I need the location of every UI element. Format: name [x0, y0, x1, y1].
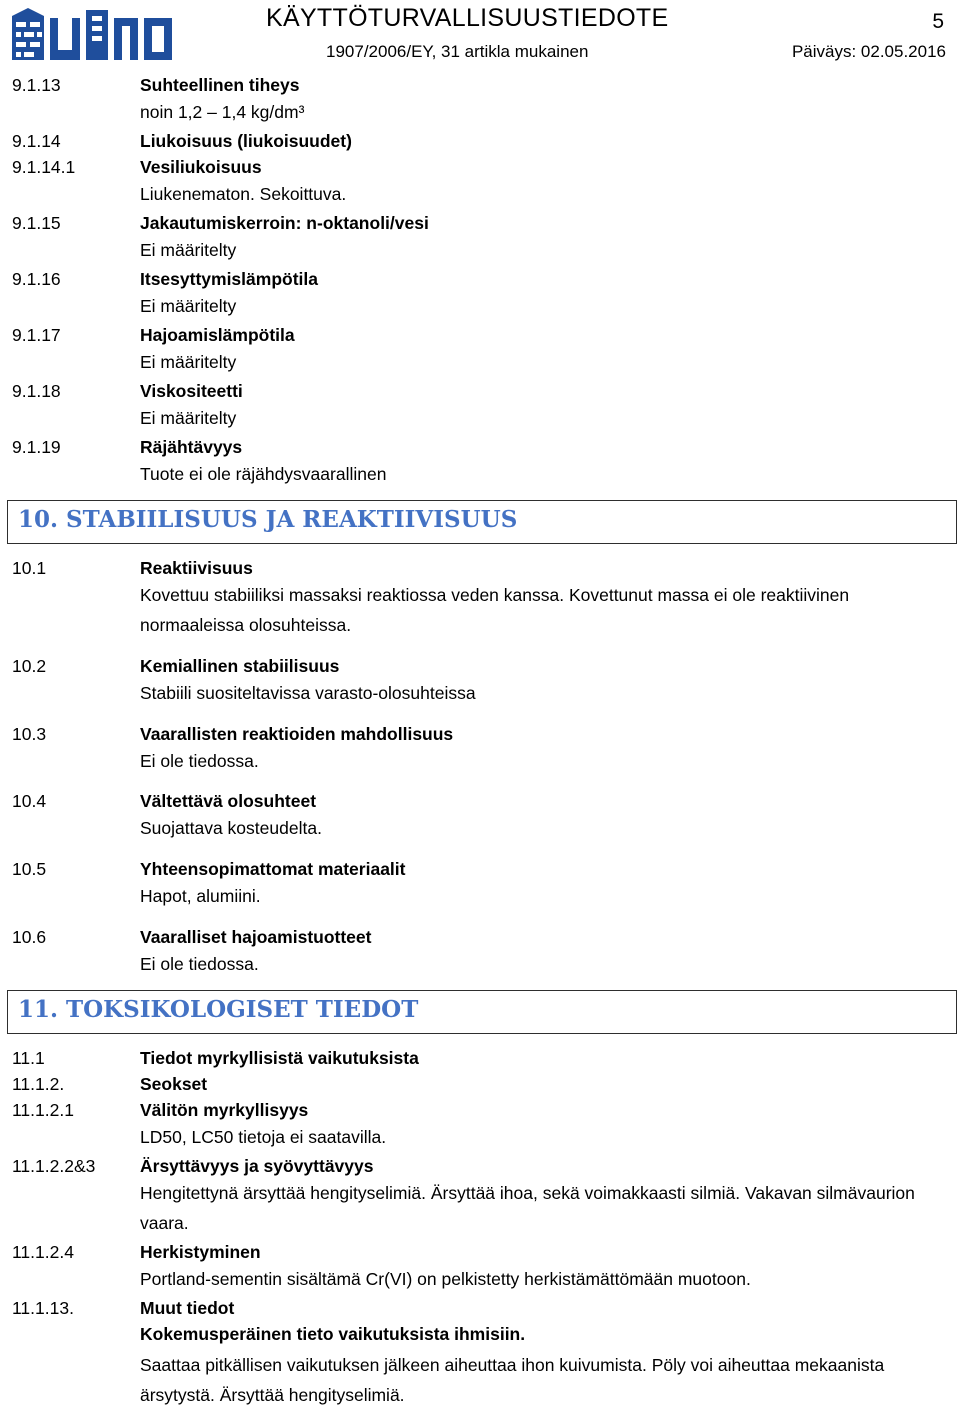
item-number: 10.6 — [12, 927, 47, 947]
item-label: Tiedot myrkyllisistä vaikutuksista — [140, 1048, 419, 1068]
item-label: Itsesyttymislämpötila — [140, 269, 318, 289]
item-number: 11.1.13. — [12, 1298, 74, 1318]
section-title: 10. STABIILISUUS JA REAKTIIVISUUS — [18, 506, 518, 533]
item-label: Vältettävä olosuhteet — [140, 791, 317, 811]
other-info-heading: Kokemusperäinen tieto vaikutuksista ihmisiin. — [140, 1324, 526, 1344]
item-number: 10.4 — [12, 791, 47, 811]
item-label: Suhteellinen tiheys — [140, 75, 300, 95]
item-number: 9.1.14.1 — [12, 157, 76, 177]
regulation-reference: 1907/2006/EY, 31 artikla mukainen — [326, 42, 589, 61]
item-text: Ei ole tiedossa. — [140, 751, 259, 771]
item-text: Ei ole tiedossa. — [140, 954, 259, 974]
item-number: 10.1 — [12, 558, 47, 578]
item-number: 11.1.2.2&3 — [12, 1156, 96, 1176]
item-label: Vaaralliset hajoamistuotteet — [140, 927, 372, 947]
item-label: Viskositeetti — [140, 381, 243, 401]
item-label: Välitön myrkyllisyys — [140, 1100, 309, 1120]
item-number: 9.1.17 — [12, 325, 61, 345]
item-number: 10.3 — [12, 724, 47, 744]
document-date: Päiväys: 02.05.2016 — [791, 42, 946, 61]
item-label: Vaarallisten reaktioiden mahdollisuus — [140, 724, 454, 744]
item-number: 9.1.15 — [12, 213, 61, 233]
item-text: Tuote ei ole räjähdysvaarallinen — [140, 464, 387, 484]
item-label: Ärsyttävyys ja syövyttävyys — [140, 1156, 374, 1176]
item-label: Seokset — [140, 1074, 208, 1094]
item-number: 9.1.18 — [12, 381, 61, 401]
section-title: 11. TOKSIKOLOGISET TIEDOT — [18, 996, 419, 1023]
item-text: Ei määritelty — [140, 240, 237, 260]
item-label: Vesiliukoisuus — [140, 157, 262, 177]
item-label: Liukoisuus (liukoisuudet) — [140, 131, 352, 151]
page-number: 5 — [932, 10, 944, 33]
item-label: Hajoamislämpötila — [140, 325, 295, 345]
item-number: 9.1.14 — [12, 131, 61, 151]
item-text: noin 1,2 – 1,4 kg/dm³ — [140, 102, 305, 122]
company-logo — [10, 6, 174, 62]
section-11-header — [7, 990, 957, 1034]
item-text: Kovettuu stabiiliksi massaksi reaktiossa veden kanssa. Kovettunut massa ei ole reaktiivinen normaaleissa olosuhteissa. — [140, 585, 850, 635]
section-10-header — [7, 500, 957, 544]
item-label: Kemiallinen stabiilisuus — [140, 656, 340, 676]
item-number: 11.1.2.1 — [12, 1100, 74, 1120]
item-number: 10.2 — [12, 656, 47, 676]
item-number: 11.1 — [12, 1048, 45, 1068]
item-text: Hapot, alumiini. — [140, 886, 261, 906]
other-info-text: Saattaa pitkällisen vaikutuksen jälkeen aiheuttaa ihon kuivumista. Pöly voi aiheuttaa mekaanista ärsytystä. Ärsyttää hengityselimiä. — [140, 1355, 885, 1405]
item-text: LD50, LC50 tietoja ei saatavilla. — [140, 1127, 387, 1147]
item-label: Yhteensopimattomat materiaalit — [140, 859, 406, 879]
item-text: Portland-sementin sisältämä Cr(VI) on pelkistetty herkistämättömään muotoon. — [140, 1269, 751, 1289]
item-number: 10.5 — [12, 859, 47, 879]
item-number: 9.1.19 — [12, 437, 61, 457]
item-number: 9.1.13 — [12, 75, 61, 95]
item-number: 9.1.16 — [12, 269, 61, 289]
item-label: Jakautumiskerroin: n-oktanoli/vesi — [140, 213, 429, 233]
item-label: Muut tiedot — [140, 1298, 235, 1318]
item-text: Ei määritelty — [140, 296, 237, 316]
document-title: KÄYTTÖTURVALLISUUSTIEDOTE — [266, 4, 669, 32]
item-text: Liukenematon. Sekoittuva. — [140, 184, 347, 204]
item-label: Herkistyminen — [140, 1242, 261, 1262]
item-number: 11.1.2. — [12, 1074, 65, 1094]
item-label: Räjähtävyys — [140, 437, 243, 457]
item-number: 11.1.2.4 — [12, 1242, 74, 1262]
item-label: Reaktiivisuus — [140, 558, 253, 578]
item-text: Stabiili suositeltavissa varasto-olosuhteissa — [140, 683, 476, 703]
item-text: Suojattava kosteudelta. — [140, 818, 322, 838]
item-text: Hengitettynä ärsyttää hengityselimiä. Ärsyttää ihoa, sekä voimakkaasti silmiä. Vakavan silmävaurion vaara. — [140, 1183, 915, 1233]
item-text: Ei määritelty — [140, 352, 237, 372]
item-text: Ei määritelty — [140, 408, 237, 428]
